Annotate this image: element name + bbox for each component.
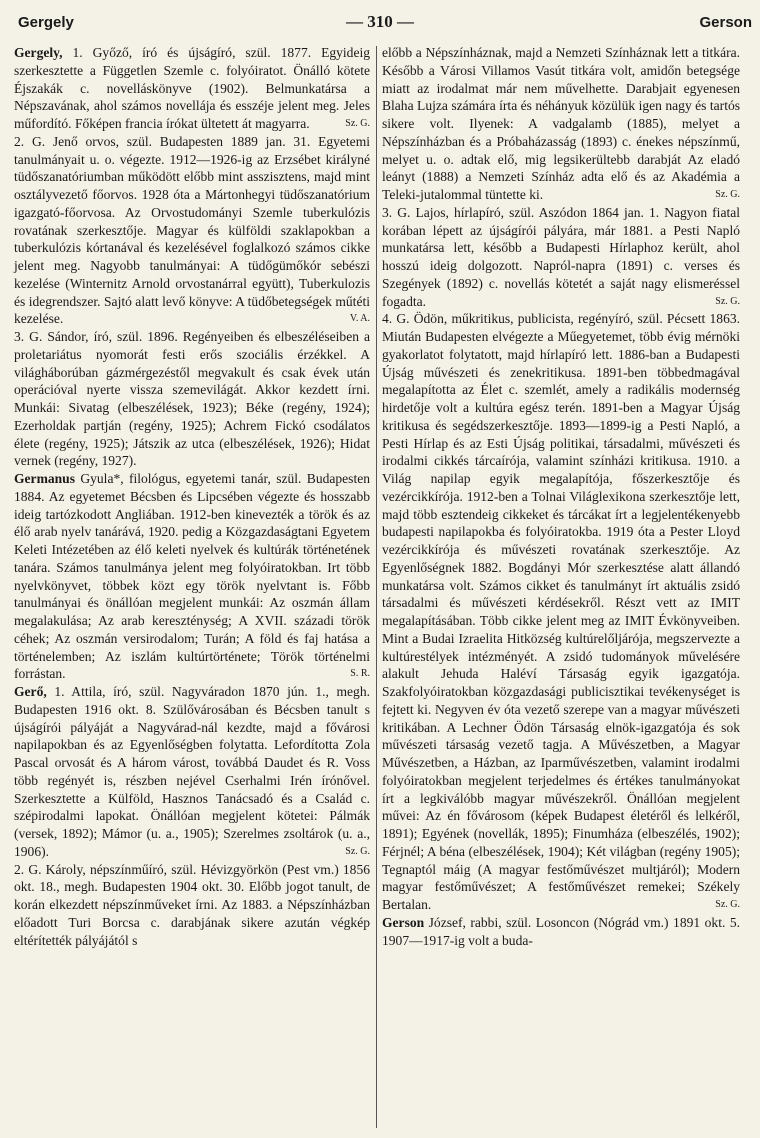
entry [382,914,740,950]
entry-headword: Gergely, [14,45,63,60]
entry-text: 3. G. Sándor, író, szül. 1896. Regényeiben és elbeszéléseiben a proletariátus nyomorát festi erős szociális érzékkel. A világháborúban gázmérgezéstől megvakult és csak évek után operációval nyerte vissza szemevilágát. Akkor kezdett írni. Munkái: Sivatag (elbeszélések, 1923); Béke (regény, 1924); Ezerholdak partján (regény, 1925); Achrem Fickó csodálatos élete (regény, 1925); Játszik az utca (elbeszélések, 1926); Hidat vernek (regény, 1927). [14,329,370,469]
entry-headword: Gerő, [14,684,47,699]
entry [382,44,740,204]
entry-signature: Sz. G. [345,118,370,129]
entry-text: 3. G. Lajos, hírlapíró, szül. Aszódon 1864 jan. 1. Nagyon fiatal korában lépett az újságírói pályára, már 1881. a Pesti Napló munkatársa lett, később a Budapesti Hírlaphoz került, ahol hosszú ideig dolgozott. Napról-napra (1891) c. verses és Szegények (1892) c. novellás kötetét a saját nagy elismeréssel fogadta. [382,204,740,309]
page-number: — 310 — [346,12,414,31]
left-column [14,44,370,949]
entry-signature: S. R. [350,668,370,680]
entry-text: előbb a Népszínháznak, majd a Nemzeti Színháznak lett a titkára. Később a Városi Villamos Vasút titkára volt, amidőn betegsége miatt az irodalmat már nem művelhette. Darabjait egyenesen Blaha Lujza számára írta és néhányuk közülük igen nagy és tartós sikere volt. Ilyenek: A vadgalamb (1885), melyet a Népszínházban és a Próbaházasság (1893) c. énekes népszínmű, melyet u. o. adtak elő, mig legsikerültebb darabját Az eladó leányt (1888) a Nemzeti Színház adta elő és az Akadémia a Teleki-jutalommal tüntette ki. [382,45,740,202]
entry [14,44,370,133]
entry-text: 2. G. Jenő orvos, szül. Budapesten 1889 jan. 31. Egyetemi tanulmányait u. o. végezte. 1912—1926-ig az Erzsébet királyné tüdőszanatóriumban működött előbb mint asszisztens, majd mint osztályvezető főorvos. 1928 óta a Mártonhegyi tüdőszanatórium igazgató-főorvosa. Az Orvostudományi Szemle tuberkulózis rovatának szerkesztője. Magyar és külföldi szaklapokban a tuberkulózis kórtanával és kezelésével foglalkozó számos cikke jelent meg. Nagyobb tanulmányai: A tüdőgümőkór sebészi kezelése (Winternitz Arnold orvostanárral együtt), Tuberkulozis és idegrendszer. Sajtó alatt levő könyve: A tüdőbetegségek műtéti kezelése. [14,133,370,327]
header-right-word: Gerson [699,14,752,31]
entry [382,310,740,914]
entry [14,683,370,861]
entry-text: 1. Attila, író, szül. Nagyváradon 1870 jún. 1., megh. Budapesten 1916 okt. 8. Szülővárosában és Bécsben tanult s újságírói pályáját a Nagyvárad-nál kezdte, majd a fővárosi napilapokban és az Egyenlőségben folytatta. Lefordította Zola Pascal orvosát és A három várost, továbbá Daudet és R. Voss több regényét is, részben nejével Cserhalmi Irén írónővel. Szerkesztette a Külföld, Hasznos Tanácsadó és a Család c. szépirodalmi lapokat. Önállóan megjelent kötetei: Pálmák (versek, 1892); Mámor (u. a., 1905); Szerelmes zsoltárok (u. a., 1906). [14,684,370,859]
entry-text: 4. G. Ödön, műkritikus, publicista, regényíró, szül. Pécsett 1863. Miután Budapesten elvégezte a Műegyetemet, több évig mérnöki gyakorlatot folytatott, majd hírlapíró lett. 1886-ban a Budapesti Újság művészeti és zenekritikusa. 1891-ben többedmagával megalapította az Élet c. szemlét, amely a radikális modernség hirdetője volt a kultúra egész terén. 1891-ben a Magyar Újság kritikusa és segédszerkesztője. 1893—1899-ig a Pesti Napló, a Pesti Hírlap és az Esti Újság politikai, társadalmi, művészeti és irodalmi cikkés tárcaírója, valamint színházi kritikusa. 1910. a Világ napilap egyik megalapítója, főszerkesztője és vezércikkírója. 1912-ben a Tolnai Világlexikona szerkesztője lett, majd több esztendeig cikkeket és tárcákat írt a legjelentékenyebb budapesti napilapokba és folyóiratokba. 1919 óta a Pester Lloyd vezércikkírója és művészeti rovatának szerkesztője. Az Egyenlőségnek 1882. Bogdányi Mór szerkesztése alatt állandó munkatársa volt. Számos cikket és tanulmányt írt aktuális zsidó társadalmi és művészeti kérdésekről. Részt vett az IMIT megalapításában. Több cikke jelent meg az IMIT Évkönyveiben. Mint a Budai Izraelita Hitközség kultúrelőljárója, megszervezte a kultúrestélyek intézményét. A zsidó tudományok művelésére alakult Jehuda Haléví Társaság egyik igazgatója. Szakfolyóiratokban közgazdasági publicisztikai tevékenységet is fejtett ki. Negyven év óta vezető szerepe van a magyar művészeti kritikában. A Lechner Ödön Társaság elnök-igazgatója és sok művészeti társaság vezető tagja. A Művészetben, a Magyar Művészetben, a Házban, az Iparművészetben, valamint irodalmi folyóiratokban megjelent terjedelmes és értékes tanulmányokat írt a legkiválóbb magyar művészekről. Önállóan megjelent művei: Az én fővárosom (képek Budapest életéről és lelkéről, 1891); Egyének (novellák, 1895); Finumháza (elbeszélés, 1902); Férjnél; A béna (elbeszélések, 1904); Két világban (regény 1905); Tegnaptól máig (A magyar festőművészet multjáról); Modern magyar festőművészet; A festőművészet remekei; Székely Bertalan. [382,311,740,912]
entry-signature: Sz. G. [715,899,740,910]
entry [14,133,370,328]
entry [14,328,370,470]
entry-headword: Gerson [382,914,425,930]
entry-signature: Sz. G. [345,845,370,857]
entry [382,204,740,311]
entry [14,861,370,950]
entry-text: 1. Győző, író és újságíró, szül. 1877. Egyideig szerkesztette a Független Szemle c. folyóiratot. Önálló kötete Éjszakák c. novelláskönyve (1902). Belmunkatársa a Népszavának, ahol számos novellája és esszéje jelent meg. Jeles műfordító. Főképen francia írókat ültetett át magyarra. [14,45,370,131]
entry [14,470,370,683]
right-column [382,44,740,949]
entry-text: 2. G. Károly, népszínműíró, szül. Hévizgyörkön (Pest vm.) 1856 okt. 18., megh. Budapesten 1904 okt. 30. Előbb jogot tanult, de korán elkezdett népszínműveket írni. Az 1883. a Népszínházban előadott Turi Borcsa c. darabjának sikere azután végkép eltérítették pályájától s [14,861,370,948]
entry-text: József, rabbi, szül. Losoncon (Nógrád vm.) 1891 okt. 5. 1907—1917-ig volt a buda- [382,914,740,948]
header-left-word: Gergely [18,14,74,31]
entry-headword: Germanus [14,471,75,486]
entry-signature: Sz. G. [715,189,740,200]
column-divider [376,46,377,1128]
running-header [0,0,760,42]
entry-signature: V. A. [349,313,370,325]
entry-signature: Sz. G. [715,295,740,307]
entry-text: Gyula*, filológus, egyetemi tanár, szül. Budapesten 1884. Az egyetemet Bécsben és Lipcsében végezte és hosszabb ideig tartózkodott Angliában. 1912-ben kinevezték a török és az élő arab nyelv tanárává, 1920. pedig a Közgazdaságtani Egyetem Keleti Intézetében az élő keleti nyelvek és kultúrák történetének tanára. Számos tanulmánya jelent meg folyóiratokban. Irt több nyelvkönyvet, többek közt egy török nyelvtant is. Főbb tanulmányai és önállóan megjelent munkái: Az oszmán állam megalakulása; Az arab kereszténység; A XVII. századi török céhek; Az oszmán versirodalom; Turán; A föld és faj hatása a történelemben; Az iszlám kultúrtörténete; Török történelmi forrástan. [14,471,370,682]
